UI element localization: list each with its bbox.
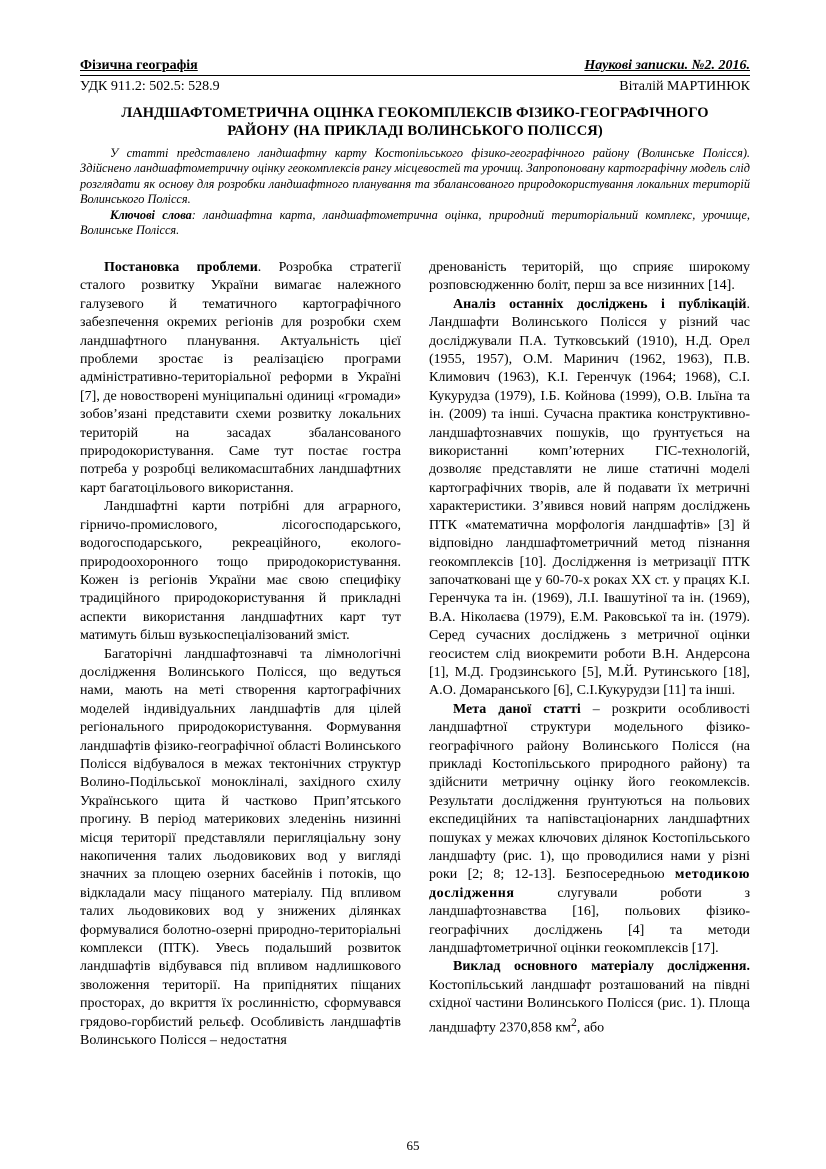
paper-page xyxy=(80,58,751,1049)
page-number: 65 xyxy=(406,1138,420,1153)
section-heading: Виклад основного матеріалу дослідження. xyxy=(453,959,750,975)
paragraph xyxy=(429,701,750,959)
paragraph xyxy=(429,296,750,701)
running-header xyxy=(80,58,750,76)
paragraph-text: . Розробка стратегії сталого розвитку України вимагає належного галузевого й тематичного картографічного забезпечення окремих регіонів для розробки схем ландшафтного планування. Актуальність цієї проблеми зростає із реалізацією програми адміністративно-територіальної реформи в Україні [7], де новостворені муніципальні одиниці «громади» зобов’язані представити схеми розвитку локальних територій на засадах збалансованого природокористування. Саме тут постає гостра потреба у розробці великомасштабних ландшафтних карт багатоцільового використання. xyxy=(80,260,401,496)
meta-line xyxy=(80,77,750,96)
article-title: ЛАНДШАФТОМЕТРИЧНА ОЦІНКА ГЕОКОМПЛЕКСІВ ФІЗИКО-ГЕОГРАФІЧНОГО РАЙОНУ (НА ПРИКЛАДІ ВОЛИНСЬКОГО ПОЛІССЯ) xyxy=(121,105,709,139)
paragraph-text: Костопільський ландшафт розташований на півдні східної частини Волинського Полісся (рис. 1). Площа ландшафту 2370,858 км xyxy=(429,977,750,1036)
right-column xyxy=(429,259,750,1050)
paragraph: Ландшафтні карти потрібні для аграрного, гірничо-промислового, лісогосподарського, водогосподарського, рекреаційного, еколого-природоохоронного тощо природокористування. Кожен із регіонів України має свою специфіку традиційного природокористування й прикладні аспекти використання ландшафтних карт тут матимуть більш вузькоспеціалізований зміст. xyxy=(80,499,401,644)
author-name: Віталій МАРТИНЮК xyxy=(619,79,750,94)
keywords-label: Ключові слова xyxy=(110,207,192,222)
abstract: У статті представлено ландшафтну карту Костопільського фізико-географічного району (Волинське Полісся). Здійснено ландшафтометричну оцінку геокомплексів рангу місцевостей та урочищ. Запропоновану картографічну модель слід розглядати як основу для розробки ландшафтного планування та збалансованого природокористування локальних територій Волинського Полісся. xyxy=(80,146,750,207)
journal-name: Наукові записки. №2. 2016. xyxy=(584,58,750,73)
paragraph xyxy=(80,259,401,498)
section-heading: Постановка проблеми xyxy=(104,260,258,275)
left-column xyxy=(80,259,401,1050)
udc-code: УДК 911.2: 502.5: 528.9 xyxy=(80,79,220,94)
paragraph-text: . Ландшафти Волинського Полісся у різний час досліджували П.А. Тутковський (1910), Н.Д. Орел (1955, 1957), О.М. Маринич (1962, 1963), П.В. Климович (1963), К.І. Геренчук (1964; 1968), С.І. Кукурудза (1979), І.Б. Койнова (1999), О.В. Ільїна та ін. (2009) та інші. Сучасна практика конструктивно-ландшафтознавчих пошуків, що ґрунтується на використанні комп’ютерних ГІС-технологій, дозволяє представляти не лише статичні моделі картографічних творів, але й подавати їх метричні характеристики. З’явився новий напрям досліджень ПТК «математична морфологія ландшафтів» [3] й відповідно ландшафтометричний метод пізнання геокомплексів [10]. Дослідження із метризації ПТК започатковані ще у 60-70-х роках ХХ ст. у працях К.І. Геренчука та ін. (1969), Л.І. Івашутіної та ін. (1969), В.А. Ніколаєва (1979), Е.М. Раковської та ін. (1979). Серед сучасних досліджень з метричної оцінки геосистем слід виокремити роботи В.Н. Андерсона [1], М.Д. Гродзинського [5], М.Й. Рутинського [18], А.О. Домаранського [6], С.І.Кукурудзи [11] та інші. xyxy=(429,296,750,699)
emphasis: методикою дослідження xyxy=(429,867,750,901)
body-columns xyxy=(80,259,750,1050)
paragraph-text: , або xyxy=(576,1020,605,1036)
section-heading: Аналіз останніх досліджень і публікацій xyxy=(453,296,747,312)
paragraph: дренованість територій, що сприяє широкому розповсюдженню боліт, перш за все низинних [14]. xyxy=(429,260,750,294)
keywords-text: : ландшафтна карта, ландшафтометрична оцінка, природний територіальний комплекс, урочище, Волинське Полісся. xyxy=(80,207,750,238)
keywords xyxy=(80,208,750,239)
section-heading: Мета даної статті xyxy=(453,701,581,717)
paragraph: Багаторічні ландшафтознавчі та лімнологічні дослідження Волинського Полісся, що ведуться нами, мають на меті створення картографічних моделей індивідуальних ландшафтів для цілей регіонального природокористування. Формування ландшафтів фізико-географічної області Волинського Полісся відбувалося в межах тектонічних структур Волино-Подільської монокліналі, західного схилу Українського щита й частково Прип’ятського прогину. В період материкових зледенінь низинні місця території представляли перигляціальну зону накопичення талих льодовикових вод у вигляді значних за площею озерних басейнів і потоків, що відкладали масу піщаного матеріалу. Під впливом талих льодовикових вод у знижених ділянках формувалися болотно-озерні природно-територіальні комплекси (ПТК). Увесь подальший розвиток ландшафтів відбувався під впливом надлишкового зволоження території. На припіднятих піщаних просторах, до вкриття їх рослинністю, сформувався грядово-горбистий рельєф. Особливість ландшафтів Волинського Полісся – недостатня xyxy=(80,646,401,1049)
superscript: 2 xyxy=(570,1015,577,1029)
paragraph-text: слугували роботи з ландшафтознавства [16], польових фізико-географічних досліджень [4] та методи ландшафтометричної оцінки геокомплексів [17]. xyxy=(429,885,750,957)
section-name: Фізична географія xyxy=(80,58,198,73)
paragraph-text: – розкрити особливості ландшафтної структури модельного фізико-географічного району Волинського Полісся (на прикладі Костопільського природного району) та здійснити метричну оцінку його геокомлексів. Результати дослідження ґрунтуються на польових експедиційних та напівстаціонарних ландшафтних пошуках у межах ключових ділянок Костопільського ландшафту (рис. 1), що проводилися нами у різні роки [2; 8; 12-13]. Безпосередньою xyxy=(429,701,751,883)
paragraph xyxy=(429,958,750,1037)
